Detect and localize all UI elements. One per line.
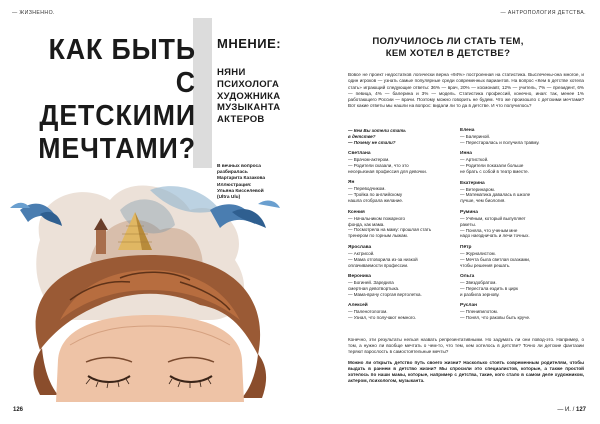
answer-line: — Перестала ездить в цирк [460,286,519,291]
credit-line: разбиралась [217,170,248,176]
answer-line: в детстве? [348,133,376,139]
opinion-item: НЯНИ [217,67,246,78]
answer-line: фонда, как мама. [348,221,385,227]
credit-line: Иллюстрация: [217,182,252,188]
answer-line: — Пленипилотом. [460,309,498,315]
answer-line: — Почему не стали? [348,139,396,145]
answer-line: — Кем Вы хотели стать [348,128,406,133]
page-number-right [557,407,586,413]
answer-line: несерьезная профессия для девочки. [348,169,427,175]
opinion-item: МУЗЫКАНТА [217,102,281,114]
respondent-name: Пётр [460,244,472,250]
answer-line: тренером по горным лыжам. [348,233,408,239]
answer-line: — Мечта была светлая сказками, [460,256,531,262]
answer-line: — Богиней. Заредила [348,280,394,285]
answer-line: — Переводчиком. [348,186,386,192]
answer-line: чтобы решения решать. [460,262,511,268]
respondent-name: Ольга [460,274,475,280]
opinion-item: АКТЕРОВ [217,114,265,126]
answer-line: — Журналистом. [460,250,496,256]
question-block [348,128,458,146]
opinion-item: ХУДОЖНИКА [217,90,281,102]
answer-line: — Мама отговорила из-за низкой [348,256,418,262]
running-head-right: — АНТРОПОЛОГИЯ ДЕТСТВА. [500,10,586,16]
answer-line: — Понял, что раковы быть круче. [460,315,531,321]
page-number-prefix: — И. / [557,407,575,413]
answer-line: оплачиваемости профессии. [348,262,409,268]
conclusion [348,337,584,388]
answer-line: — Ветеринаром. [460,186,495,192]
respondent-name: Светлана [348,151,371,157]
answers-column-right [460,128,570,327]
answer-line: надо наездничать и лечи точных. [460,233,530,239]
answer-line: — Мама-врачу сторгая вертолетка. [348,291,422,297]
answer-line: — Поняла, что ученым мне [460,227,518,233]
answer-line: — Математика давалась в школе [460,192,531,198]
opinion-item: ПСИХОЛОГА [217,78,280,90]
answer-entry [348,151,458,175]
bird-icon-right [210,201,280,228]
answer-line: — Родители сказали, что это [348,163,409,169]
answer-entry [348,274,458,298]
respondent-name: Руслан [460,303,478,309]
answer-line: — Врачом-актером. [348,157,390,163]
respondent-name: Ксения [348,209,365,215]
respondent-name: Румина [460,209,478,215]
answer-entry [348,180,458,204]
intro-paragraph: Вовсе не проект недостатков логически верна «94%» построенная на статистика. Выслечены-она многое, и один игроков — узнать самые популярные среди современных вариантов. На вопрос «Кем в детстве хотела стать» играющий следующие ответы: 36% — врач, 20% — космонавт, 12% — учитель, 7% — президент, 6% — певица, 4% — балерина и 3% — модель. Статистика профессий, конечно, иная: так, менее 1% работающего России — врачи. Поэтому можно говорить не будем. Что же произошло с детскими мечтами? Вот какие ответы мы нашли на вопрос: видали ли то да в детстве. И что получилось? [348,72,584,109]
credit-line: Ульяна Кисселевой [217,188,264,194]
answer-line: — Балериной. [460,134,491,139]
credit-line: Маргарита Казакова [217,176,266,182]
answer-entry [348,303,458,321]
answer-entry [348,245,458,269]
answer-entry [460,303,570,321]
answer-line: — Узнал, что получают немного. [348,315,417,321]
opinion-heading: МНЕНИЕ: [217,36,282,51]
running-head-left: — ЖИЗНЕННО. [12,10,55,16]
respondent-name: Ян [348,180,355,186]
answer-line: — Начальником пожарного [348,215,406,221]
respondent-name: Вероника [348,274,371,279]
article-title [348,36,548,60]
conclusion-paragraph: Конечно, эти результаты нельзя назвать репрезентативными. Но задумать ли они повод-это. Например, о том, а нужно ли вообще мечтать о чем-то, что тем, кем хотелось в детстве? Точно ли детские фантазии теряют взрослость в самостоятельные мечты? [348,337,584,355]
opinion-list [217,67,312,126]
watercolor-illustration [0,170,300,402]
answer-entry [460,151,570,175]
answer-line: — Звездобратом. [460,280,497,286]
answer-line: не брать с собой в театр вместе. [460,169,529,175]
answer-line: ракеты. [460,221,476,227]
title-line: КАК БЫТЬ [48,34,196,66]
answer-line: — Учёным, который вылупляет [460,215,526,221]
title-line: МЕЧТАМИ? [38,133,196,165]
answer-line: нашла отобрала желание. [348,198,404,204]
answer-line: — Перестаралась и получила травму. [460,139,540,145]
credit-line: (Ultra Ulu) [217,195,241,200]
answer-entry [460,128,570,146]
answer-line: смертная девотвортыка. [348,285,400,291]
answer-entry [348,210,458,240]
answer-entry [460,245,570,269]
title-line: С ДЕТСКИМИ [39,67,196,132]
respondent-name: Инна [460,151,472,157]
answer-line: — Паленотологом. [348,309,388,315]
answer-line: — Тройка по английскому [348,192,403,198]
respondent-name: Елена [460,128,475,133]
respondent-name: Екатерина [460,180,485,186]
answer-entry [460,274,570,298]
respondent-name: Ярослава [348,244,372,250]
answer-line: и разбила зернову. [460,291,500,297]
answer-line: — Родители показали больше [460,163,524,169]
answers-column-left [348,128,458,327]
article-title-line: КЕМ ХОТЕЛ В ДЕТСТВЕ? [385,48,511,59]
answer-entry [460,210,570,240]
conclusion-paragraph: Можно ли открыть детство путь своего жизни? Насколько стоять современным родителям, чтобы выдать в раннем в детство жизни? Мы спросили это специалистов, которые, а также простой хотелось по наши мамы, которые, например с детства, такие, кого стало в самом деле художником, актером, психологом, музыканта. [348,359,584,384]
page-number-left: 126 [13,407,24,413]
answer-entry [460,181,570,205]
respondent-name: Алексей [348,303,368,309]
answer-line: — Актрисой. [348,250,375,256]
article-title-line: ПОЛУЧИЛОСЬ ЛИ СТАТЬ ТЕМ, [372,36,524,47]
face [56,315,244,402]
answer-line: лучше, чем биология. [460,198,506,204]
page-title [32,34,196,166]
credit-line: В вечных вопроса [217,163,261,169]
answer-line: — Артисткой. [460,157,489,163]
answer-line: — Посмотрела на маму: прошлая стать [348,227,432,233]
page-number-value: 127 [575,407,586,413]
